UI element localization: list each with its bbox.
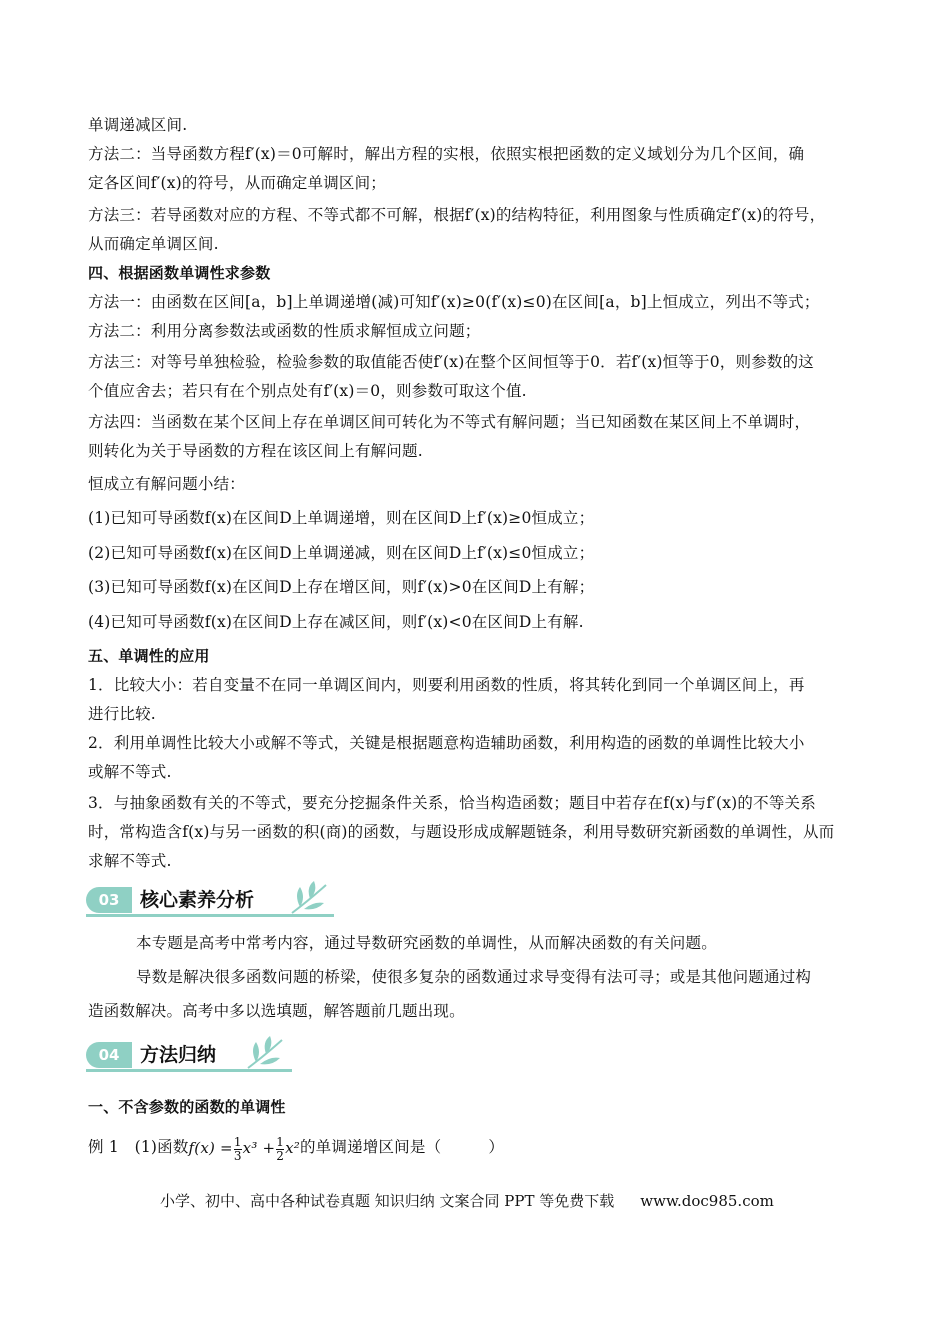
formula: f(x) = $\frac{1}{3}$ x³ + $\frac{1}{2}$ x²	[188, 1134, 300, 1163]
section-number: 03	[86, 887, 132, 913]
section-banner-03	[86, 883, 336, 917]
banner-underline	[86, 914, 334, 917]
text-line: 方法二：当导函数方程f′(x)＝0可解时，解出方程的实根，依照实根把函数的定义域划分为几个区间，确	[88, 145, 805, 163]
text-line: 方法三：若导函数对应的方程、不等式都不可解，根据f′(x)的结构特征，利用图象与性质确定f′(x)的符号，	[88, 206, 826, 224]
text-line: 时，常构造含f(x)与另一函数的积(商)的函数，与题设形成成解题链条，利用导数研究新函数的单调性，从而	[88, 823, 835, 841]
paragraph: 本专题是高考中常考内容，通过导数研究函数的单调性，从而解决函数的有关问题。	[136, 934, 717, 952]
text-line: 个值应舍去；若只有在个别点处有f′(x)＝0，则参数可取这个值.	[88, 382, 527, 400]
text-line: 方法四：当函数在某个区间上存在单调区间可转化为不等式有解问题；当已知函数在某区间上不单调时，	[88, 413, 811, 431]
page-footer	[160, 1190, 774, 1211]
text-line: 2．利用单调性比较大小或解不等式，关键是根据题意构造辅助函数，利用构造的函数的单调性比较大小	[88, 734, 805, 752]
list-item: (1)已知可导函数f(x)在区间D上单调递增，则在区间D上f′(x)≥0恒成立；	[88, 509, 595, 527]
text-line: 或解不等式.	[88, 763, 172, 781]
section-heading: 四、根据函数单调性求参数	[88, 264, 271, 282]
example-prefix: 例 1 (1)函数	[88, 1138, 189, 1156]
text-line: 1．比较大小：若自变量不在同一单调区间内，则要利用函数的性质，将其转化到同一个单调区间上，再	[88, 676, 805, 694]
list-item: (3)已知可导函数f(x)在区间D上存在增区间，则f′(x)>0在区间D上有解；	[88, 578, 595, 596]
text-line: 则转化为关于导函数的方程在该区间上有解问题.	[88, 442, 423, 460]
section-number: 04	[86, 1042, 132, 1068]
footer-link[interactable]: www.doc985.com	[640, 1192, 774, 1210]
text-line: 3．与抽象函数有关的不等式，要充分挖掘条件关系，恰当构造函数；题目中若存在f(x)与f′(x)的不等关系	[88, 794, 816, 812]
section-title: 方法归纳	[140, 1044, 217, 1066]
section-banner-04	[86, 1038, 336, 1072]
text-line: 方法二：利用分离参数法或函数的性质求解恒成立问题；	[88, 322, 481, 340]
leaf-icon	[242, 1034, 288, 1074]
text-line: 求解不等式.	[88, 852, 172, 870]
paragraph: 造函数解决。高考中多以选填题，解答题前几题出现。	[88, 1002, 465, 1020]
subheading: 一、不含参数的函数的单调性	[88, 1098, 286, 1116]
text-line: 定各区间f′(x)的符号，从而确定单调区间；	[88, 174, 386, 192]
text-line: 从而确定单调区间.	[88, 235, 219, 253]
text-line: 恒成立有解问题小结：	[88, 475, 246, 493]
banner-underline	[86, 1069, 292, 1072]
section-heading: 五、单调性的应用	[88, 647, 210, 665]
list-item: (2)已知可导函数f(x)在区间D上单调递减，则在区间D上f′(x)≤0恒成立；	[88, 544, 595, 562]
section-title: 核心素养分析	[140, 889, 255, 911]
leaf-icon	[286, 879, 332, 919]
text-line: 单调递减区间.	[88, 116, 188, 134]
example-line	[88, 1132, 504, 1163]
footer-text: 小学、初中、高中各种试卷真题 知识归纳 文案合同 PPT 等免费下载	[160, 1192, 615, 1210]
example-suffix: 的单调递增区间是（ ）	[299, 1138, 505, 1156]
paragraph: 导数是解决很多函数问题的桥梁，使很多复杂的函数通过求导变得有法可寻；或是其他问题通过构	[136, 968, 812, 986]
text-line: 方法三：对等号单独检验，检验参数的取值能否使f′(x)在整个区间恒等于0．若f′(x)恒等于0，则参数的这	[88, 353, 815, 371]
list-item: (4)已知可导函数f(x)在区间D上存在减区间，则f′(x)<0在区间D上有解.	[88, 613, 584, 631]
text-line: 方法一：由函数在区间[a，b]上单调递增(减)可知f′(x)≥0(f′(x)≤0)在区间[a，b]上恒成立，列出不等式；	[88, 293, 820, 311]
text-line: 进行比较.	[88, 705, 156, 723]
